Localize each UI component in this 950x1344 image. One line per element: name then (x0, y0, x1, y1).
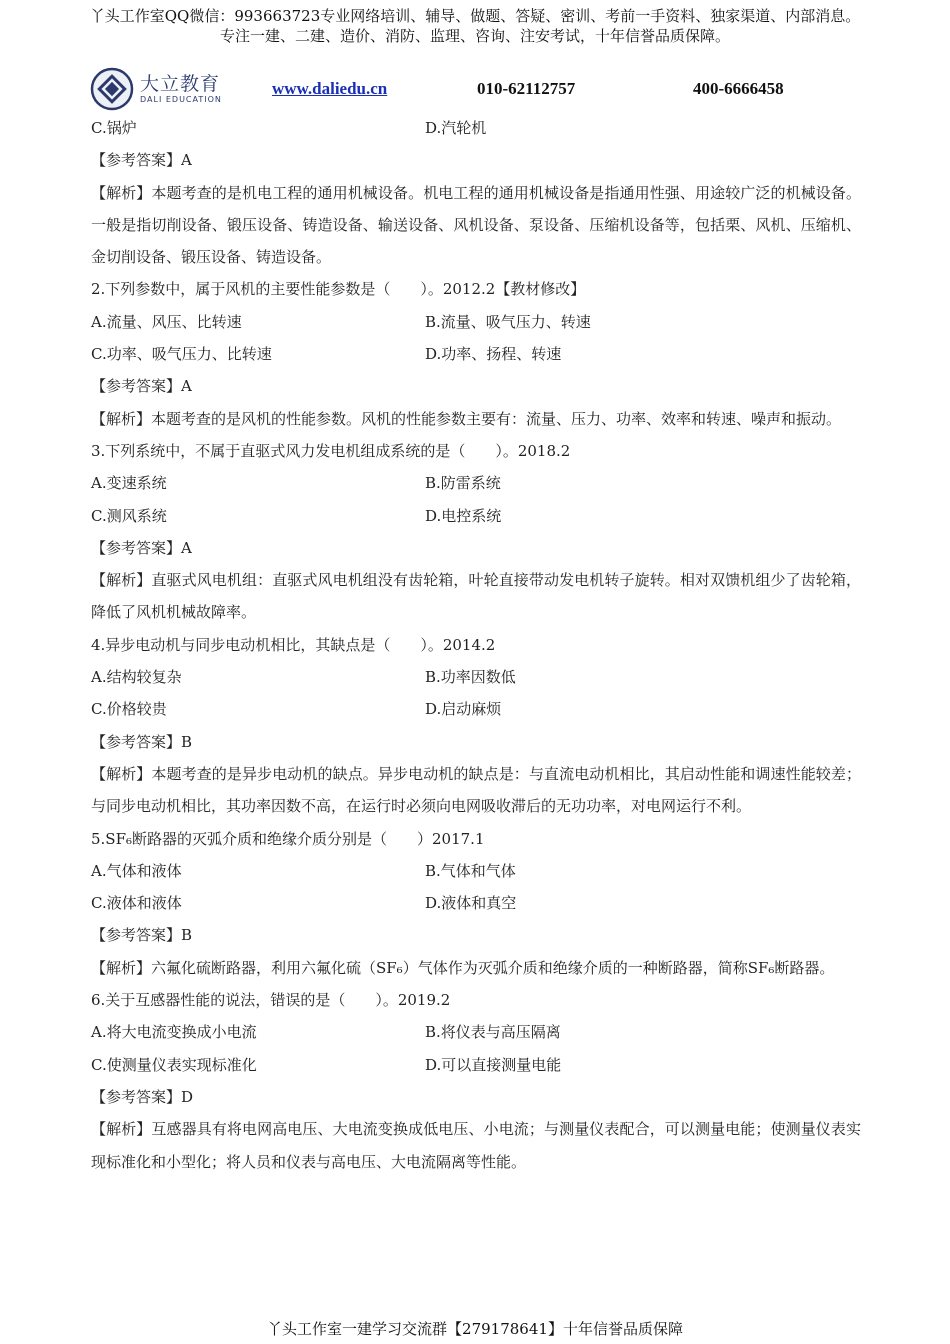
option-c: C.测风系统 (91, 506, 167, 525)
question-content (91, 112, 861, 1178)
option-b: B.防雷系统 (425, 474, 501, 493)
option-row (91, 661, 861, 693)
option-c: C.锅炉 (91, 119, 137, 137)
explanation: 【解析】六氟化硫断路器，利用六氟化硫（SF₆）气体作为灭弧介质和绝缘介质的一种断路器，简称SF₆断路器。 (91, 958, 835, 977)
option-row (91, 112, 861, 144)
explanation: 【解析】本题考查的是异步电动机的缺点。异步电动机的缺点是：与直流电动机相比，其启动性能和调速性能较差；与同步电动机相比，其功率因数不高，在运行时必须向电网吸收滞后的无功功率，对电网运行不利。 (91, 764, 861, 816)
logo-english-name: DALI EDUCATION (140, 95, 222, 104)
promo-line-2: 专注一建、二建、造价、消防、监理、咨询、注安考试，十年信誉品质保障。 (219, 27, 730, 45)
website-link[interactable]: www.daliedu.cn (272, 79, 388, 98)
option-a: A.结构较复杂 (91, 668, 182, 687)
option-row (91, 1016, 861, 1048)
question-stem: 3.下列系统中，不属于直驱式风力发电机组成系统的是（ ）。2018.2 (91, 441, 571, 460)
option-a: A.将大电流变换成小电流 (91, 1023, 257, 1042)
option-c: C.价格较贵 (91, 700, 167, 719)
explanation: 【解析】互感器具有将电网高电压、大电流变换成低电压、小电流；与测量仪表配合，可以测量电能；使测量仪表实现标准化和小型化；将人员和仪表与高电压、大电流隔离等性能。 (91, 1120, 861, 1171)
question-stem: 6.关于互感器性能的说法，错误的是（ ）。2019.2 (91, 991, 451, 1010)
option-row (91, 467, 861, 499)
option-a: A.流量、风压、比转速 (91, 312, 242, 331)
option-a: A.气体和液体 (91, 861, 182, 880)
dali-logo-icon (90, 67, 134, 111)
answer: 【参考答案】D (91, 1087, 194, 1106)
question-stem: 4.异步电动机与同步电动机相比，其缺点是（ ）。2014.2 (91, 635, 496, 654)
option-c: C.使测量仪表实现标准化 (91, 1055, 257, 1074)
option-d: D.启动麻烦 (425, 700, 502, 719)
promo-line-1: 丫头工作室QQ微信：993663723专业网络培训、辅导、做题、答疑、密训、考前一手资料、独家渠道、内部消息。 (89, 7, 861, 25)
option-b: B.将仪表与高压隔离 (425, 1023, 561, 1042)
option-c: C.液体和液体 (91, 894, 182, 913)
option-d: D.可以直接测量电能 (425, 1055, 562, 1074)
page-footer: 丫头工作室一建学习交流群【279178641】十年信誉品质保障 (267, 1320, 683, 1338)
answer: 【参考答案】A (91, 538, 192, 557)
option-c: C.功率、吸气压力、比转速 (91, 345, 272, 364)
answer: 【参考答案】A (91, 377, 192, 396)
option-b: B.流量、吸气压力、转速 (425, 312, 591, 331)
option-d: D.汽轮机 (425, 119, 487, 137)
option-b: B.气体和气体 (425, 861, 516, 880)
option-row (91, 338, 861, 370)
option-a: A.变速系统 (91, 474, 167, 493)
option-d: D.功率、扬程、转速 (425, 345, 562, 364)
option-row (91, 306, 861, 338)
answer: 【参考答案】B (91, 732, 193, 751)
option-d: D.液体和真空 (425, 894, 517, 913)
answer: 【参考答案】B (91, 926, 193, 945)
option-row (91, 855, 861, 887)
option-row (91, 1049, 861, 1081)
promo-banner (0, 6, 950, 46)
option-row (91, 500, 861, 532)
logo-chinese-name: 大立教育 (140, 73, 221, 95)
option-row (91, 693, 861, 725)
phone-number-1: 010-62112757 (477, 79, 576, 98)
question-stem: 5.SF₆断路器的灭弧介质和绝缘介质分别是（ ）2017.1 (91, 829, 485, 848)
option-row (91, 887, 861, 919)
option-b: B.功率因数低 (425, 668, 516, 687)
explanation: 【解析】本题考查的是风机的性能参数。风机的性能参数主要有：流量、压力、功率、效率和转速、噪声和振动。 (91, 409, 842, 428)
phone-number-2: 400-6666458 (693, 79, 784, 98)
dali-logo (90, 67, 272, 111)
explanation: 【解析】本题考查的是机电工程的通用机械设备。机电工程的通用机械设备是指通用性强、用途较广泛的机械设备。一般是指切削设备、锻压设备、铸造设备、输送设备、风机设备、泵设备、压缩机设备等，包括栗、风机、压缩机、金切削设备、锻压设备、铸造设备。 (91, 183, 861, 267)
option-d: D.电控系统 (425, 506, 502, 525)
explanation: 【解析】直驱式风电机组：直驱式风电机组没有齿轮箱，叶轮直接带动发电机转子旋转。相对双馈机组少了齿轮箱，降低了风机机械故障率。 (91, 571, 861, 622)
question-stem: 2.下列参数中，属于风机的主要性能参数是（ ）。2012.2【教材修改】 (91, 280, 586, 299)
brand-header (90, 66, 870, 112)
answer: 【参考答案】A (91, 151, 192, 170)
